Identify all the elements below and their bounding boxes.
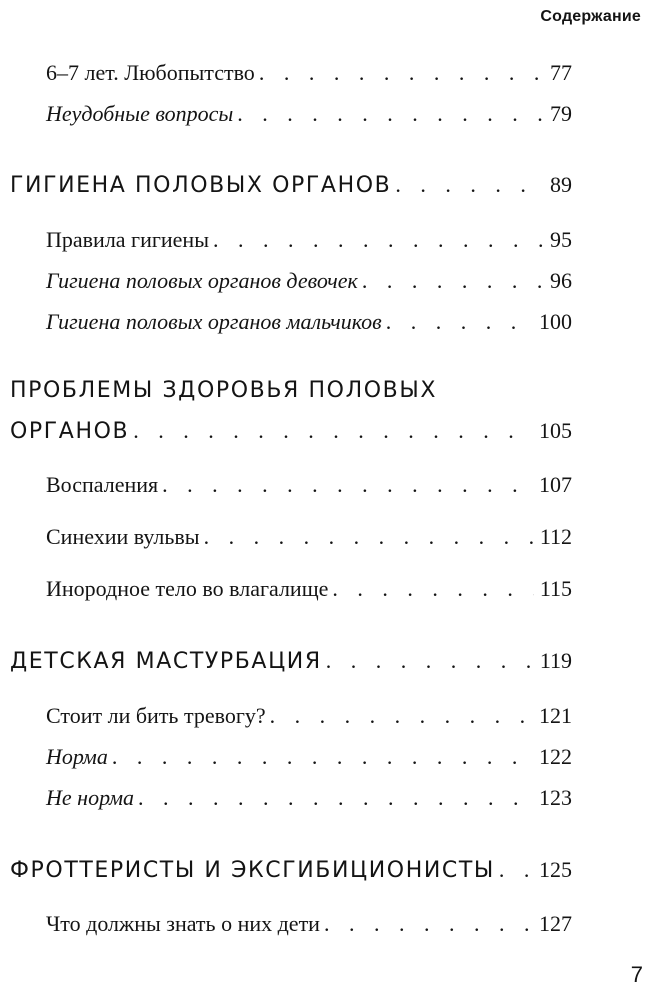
- toc-entry[interactable]: [46, 268, 572, 294]
- page-number: 7: [630, 962, 643, 987]
- toc-entry-page: 79: [550, 101, 572, 126]
- running-head: Содержание: [540, 8, 641, 25]
- toc-chapter[interactable]: [10, 648, 572, 674]
- toc-entry-label: Воспаления: [46, 472, 159, 497]
- toc-entry-page: 115: [539, 576, 572, 601]
- dot-leader: [204, 524, 534, 550]
- toc-entry[interactable]: [46, 101, 572, 127]
- dot-leader: [324, 911, 533, 937]
- dot-leader: [270, 703, 533, 729]
- toc-chapter-page: 89: [550, 172, 572, 197]
- toc-entry-label: Стоит ли бить тревогу?: [46, 703, 266, 728]
- toc-entry-page: 127: [539, 911, 572, 936]
- dot-leader: [133, 418, 533, 444]
- toc-chapter-page: 125: [539, 857, 572, 882]
- toc-chapter[interactable]: [10, 857, 572, 883]
- dot-leader: [332, 576, 533, 602]
- toc-chapter-label: ФРОТТЕРИСТЫ И ЭКСГИБИЦИОНИСТЫ: [10, 858, 495, 883]
- toc-chapter[interactable]: [10, 172, 572, 198]
- toc-entry-page: 107: [539, 472, 572, 497]
- dot-leader: [213, 227, 544, 253]
- toc-entry-label: Инородное тело во влагалище: [46, 576, 329, 601]
- toc-entry-label: Гигиена половых органов девочек: [46, 268, 358, 293]
- toc-entry-page: 121: [539, 703, 572, 728]
- dot-leader: [162, 472, 533, 498]
- toc-entry[interactable]: [46, 60, 572, 86]
- toc-entry[interactable]: [46, 309, 572, 335]
- dot-leader: [386, 309, 533, 335]
- toc-entry-label: Гигиена половых органов мальчиков: [46, 309, 382, 334]
- toc-chapter[interactable]: [10, 418, 572, 444]
- toc-chapter-label: ОРГАНОВ: [10, 419, 130, 444]
- toc-entry-label: Что должны знать о них дети: [46, 911, 320, 936]
- dot-leader: [499, 857, 533, 883]
- toc-entry-label: Неудобные вопросы: [46, 101, 234, 126]
- toc-entry[interactable]: [46, 524, 572, 550]
- toc-entry-page: 96: [550, 268, 572, 293]
- dot-leader: [326, 648, 534, 674]
- toc-entry-page: 95: [550, 227, 572, 252]
- toc-chapter-label-line1[interactable]: ПРОБЛЕМЫ ЗДОРОВЬЯ ПОЛОВЫХ: [10, 378, 437, 403]
- toc-entry-page: 112: [539, 524, 572, 549]
- toc-entry-page: 77: [550, 60, 572, 85]
- toc-entry[interactable]: [46, 227, 572, 253]
- toc-entry-label: 6–7 лет. Любопытство: [46, 60, 255, 85]
- toc-entry[interactable]: [46, 911, 572, 937]
- toc-chapter-page: 105: [539, 418, 572, 443]
- toc-entry-page: 100: [539, 309, 572, 334]
- toc-chapter-label: ГИГИЕНА ПОЛОВЫХ ОРГАНОВ: [10, 173, 392, 198]
- toc-entry-page: 122: [539, 744, 572, 769]
- toc-entry-page: 123: [539, 785, 572, 810]
- toc-entry[interactable]: [46, 472, 572, 498]
- dot-leader: [138, 785, 533, 811]
- dot-leader: [362, 268, 544, 294]
- toc-entry-label: Норма: [46, 744, 108, 769]
- dot-leader: [112, 744, 533, 770]
- toc-entry[interactable]: [46, 785, 572, 811]
- dot-leader: [395, 172, 544, 198]
- toc-entry[interactable]: [46, 744, 572, 770]
- toc-chapter-page: 119: [539, 648, 572, 673]
- toc-entry[interactable]: [46, 576, 572, 602]
- toc-chapter-label: ДЕТСКАЯ МАСТУРБАЦИЯ: [10, 649, 322, 674]
- toc-entry-label: Не норма: [46, 785, 135, 810]
- toc-entry-label: Правила гигиены: [46, 227, 209, 252]
- dot-leader: [259, 60, 544, 86]
- toc-entry[interactable]: [46, 703, 572, 729]
- dot-leader: [237, 101, 544, 127]
- toc-entry-label: Синехии вульвы: [46, 524, 200, 549]
